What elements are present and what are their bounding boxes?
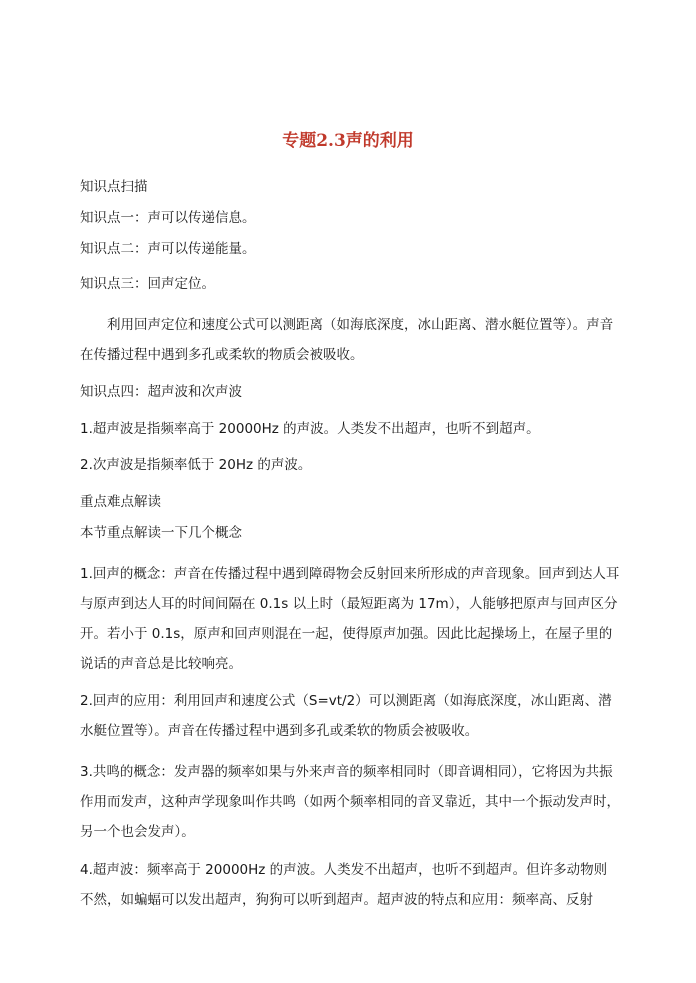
- knowledge-point-1: 知识点一：声可以传递信息。: [80, 210, 256, 226]
- knowledge-point-4: 知识点四：超声波和次声波: [80, 384, 242, 400]
- concept-2: 2.回声的应用：利用回声和速度公式（S=vt/2）可以测距离（如海底深度，冰山距离、潜水艇位置等）。声音在传播过程中遇到多孔或柔软的物质会被吸收。: [80, 693, 612, 739]
- intro-text: 本节重点解读一下几个概念: [80, 525, 242, 541]
- knowledge-point-4-item-1: 1.超声波是指频率高于 20000Hz 的声波。人类发不出超声，也听不到超声。: [80, 421, 540, 437]
- knowledge-point-4-item-2: 2.次声波是指频率低于 20Hz 的声波。: [80, 457, 312, 473]
- knowledge-point-3: 知识点三：回声定位。: [80, 276, 215, 292]
- knowledge-point-3-text: 利用回声定位和速度公式可以测距离（如海底深度，冰山距离、潜水艇位置等）。声音在传播过程中遇到多孔或柔软的物质会被吸收。: [80, 317, 614, 363]
- concept-4: 4.超声波：频率高于 20000Hz 的声波。人类发不出超声，也听不到超声。但许多动物则不然，如蝙蝠可以发出超声，狗狗可以听到超声。超声波的特点和应用：频率高、反射: [80, 862, 608, 908]
- section-heading-key-points: 重点难点解读: [80, 494, 161, 510]
- concept-1: 1.回声的概念：声音在传播过程中遇到障碍物会反射回来所形成的声音现象。回声到达人耳与原声到达人耳的时间间隔在 0.1s 以上时（最短距离为 17m），人能够把原声与回声区分开。若小于 0.1s，原声和回声则混在一起，使得原声加强。因此比起操场上，在屋子里的说话的声音总是比较响亮。: [80, 566, 620, 672]
- concept-3: 3.共鸣的概念：发声器的频率如果与外来声音的频率相同时（即音调相同），它将因为共振作用而发声，这种声学现象叫作共鸣（如两个频率相同的音叉靠近，其中一个振动发声时，另一个也会发声）。: [80, 764, 620, 840]
- document-title: 专题2.3声的利用: [282, 131, 414, 151]
- knowledge-point-2: 知识点二：声可以传递能量。: [80, 241, 256, 257]
- section-heading-scan: 知识点扫描: [80, 179, 148, 195]
